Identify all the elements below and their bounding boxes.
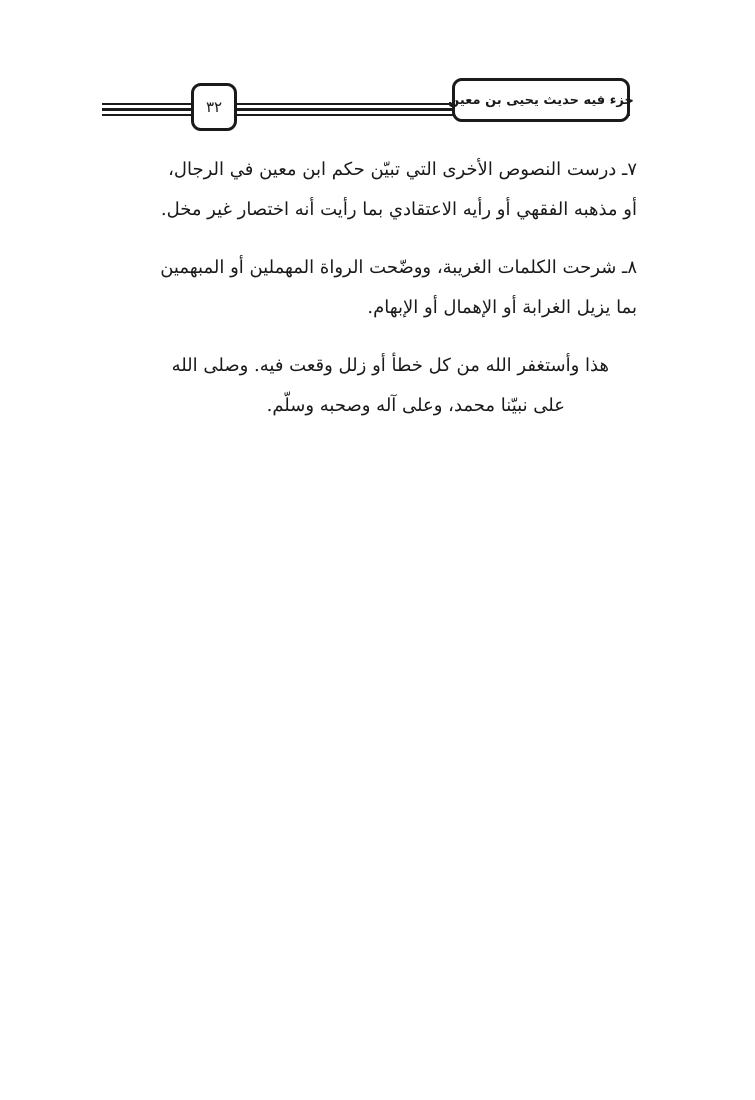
- paragraph-line: بما يزيل الغرابة أو الإهمال أو الإبهام.: [367, 297, 637, 318]
- closing-paragraph: [102, 346, 637, 426]
- page-body: [102, 150, 637, 444]
- paragraph-item-7: [102, 150, 637, 230]
- page-number: ٣٢: [191, 83, 237, 131]
- page-header: [0, 0, 755, 140]
- paragraph-line: على نبيّنا محمد، وعلى آله وصحبه وسلّم.: [266, 395, 565, 416]
- paragraph-line: هذا وأستغفر الله من كل خطأ أو زلل وقعت فيه. وصلى الله: [171, 355, 609, 376]
- paragraph-line: ٧ـ درست النصوص الأخرى التي تبيّن حكم ابن معين في الرجال،: [168, 159, 637, 180]
- paragraph-line: ٨ـ شرحت الكلمات الغريبة، ووضّحت الرواة المهملين أو المبهمين: [160, 257, 637, 278]
- book-title: جزء فيه حديث يحيى بن معين: [452, 78, 630, 122]
- paragraph-item-8: [102, 248, 637, 328]
- paragraph-line: أو مذهبه الفقهي أو رأيه الاعتقادي بما رأيت أنه اختصار غير مخل.: [160, 199, 637, 220]
